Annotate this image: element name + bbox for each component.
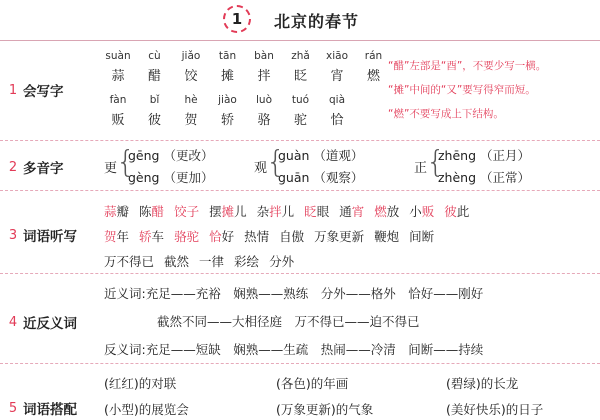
title-divider [0,40,600,41]
word-segment: 蒜 [104,204,117,219]
dictation-word [279,229,304,244]
pinyin-label: xiāo [326,50,348,62]
dictation-word [409,204,434,219]
hanzi-char: 恰 [330,113,344,128]
word-segment: 年 [116,229,130,244]
collocation-item: (小型)的展览会 [104,402,189,417]
word-segment: 摊 [221,204,235,219]
lesson-title: 北京的春节 [274,12,360,31]
word-segment: 陈 [139,204,152,219]
word-segment: 儿 [234,204,247,219]
writing-note: “摊”中间的“又”要写得窄而短。 [388,84,536,96]
dictation-word [339,204,364,219]
dictation-word [209,204,247,219]
word-segment: 热情 [244,229,270,244]
collocation-item: (碧绿)的长龙 [446,376,519,391]
section-number: 5 [8,400,18,416]
word-segment: 杂 [256,204,270,219]
writing-note: “燃”不要写成上下结构。 [388,108,504,120]
title-bar [0,0,600,42]
section-dictation [0,191,600,274]
polyphone-reading: zhèng （正常） [438,170,531,185]
word-segment: 小 [409,204,422,219]
word-segment: 彼 [444,204,457,219]
polyphone-char: 观 [254,161,268,176]
pinyin-label: bàn [254,50,274,62]
dictation-word [104,254,154,269]
word-segment: 车 [151,229,165,244]
section-title: 近反义词 [23,316,77,332]
pinyin-label: cù [148,50,161,62]
word-segment: 骆驼 [174,229,200,244]
dictation-word [139,204,164,219]
polyphone-char: 更 [104,161,118,176]
section-number: 2 [8,159,18,175]
polyphone-reading: guàn （道观） [278,148,364,163]
dictation-word [269,254,294,269]
pinyin-label: qià [328,94,346,106]
collocation-item: (各色)的年画 [276,376,349,391]
pinyin-label: luò [256,94,272,106]
dictation-line [104,202,479,220]
hanzi-char: 眨 [293,69,307,84]
word-segment: 好 [221,229,235,244]
section-title: 词语听写 [23,229,77,245]
hanzi-char: 蒜 [111,69,125,84]
word-segment: 摆 [209,204,222,219]
dictation-word [409,229,434,244]
section-label [0,157,96,177]
dictation-line [104,252,304,270]
hanzi-char: 宵 [330,69,344,84]
section-collocations [0,364,600,420]
section-title: 词语搭配 [23,402,77,418]
word-segment: 贺 [104,229,117,244]
pinyin-label: zhǎ [291,50,310,62]
dictation-word [444,204,469,219]
word-segment: 眼 [316,204,330,219]
word-segment: 放 [386,204,400,219]
dictation-word [209,229,234,244]
pinyin-label: fàn [109,94,127,106]
word-segment: 瓣 [116,204,130,219]
hanzi-char: 拌 [257,69,271,84]
word-segment: 间断 [409,229,435,244]
word-segment: 眨 [304,204,317,219]
pinyin-label: tuó [291,94,310,106]
pinyin-label: jiǎo [181,50,201,62]
section-label [0,312,96,332]
word-segment: 万象更新 [314,229,365,244]
section-writing [0,42,600,141]
hanzi-char: 醋 [147,69,161,84]
word-segment: 截然 [164,254,190,269]
antonym-line: 反义词:充足——短缺 娴熟——生疏 热闹——冷清 间断——持续 [104,342,484,357]
word-segment: 万不得已 [104,254,155,269]
collocation-item: (美好快乐)的日子 [446,402,544,417]
section-label [0,225,96,245]
section-number: 3 [8,227,18,243]
dictation-word [374,229,399,244]
lesson-number-badge: 1 [223,5,251,33]
dictation-word [139,229,164,244]
polyphone-reading: gèng （更加） [128,170,214,185]
dictation-word [304,204,329,219]
pinyin-label: rán [364,50,383,62]
word-segment: 轿 [139,229,152,244]
dictation-word [374,204,399,219]
word-segment: 儿 [281,204,295,219]
dictation-line [104,227,444,245]
word-segment: 分外 [269,254,295,269]
dictation-word [199,254,224,269]
pinyin-label: bǐ [149,94,160,106]
brace-icon: { [116,145,136,180]
dictation-word [314,229,364,244]
section-label [0,80,96,100]
dictation-word [164,254,189,269]
hanzi-char: 摊 [220,69,234,84]
word-segment: 宵 [351,204,365,219]
brace-icon: { [266,145,286,180]
section-title: 多音字 [23,161,64,177]
collocation-item: (万象更新)的气象 [276,402,374,417]
dictation-word [234,254,259,269]
section-synonyms [0,274,600,364]
word-segment: 自傲 [279,229,305,244]
word-segment: 醋 [151,204,165,219]
pinyin-label: tān [218,50,237,62]
pinyin-label: suàn [105,50,131,62]
hanzi-char: 彼 [147,113,161,128]
hanzi-char: 饺 [184,69,198,84]
polyphone-char: 正 [414,161,428,176]
dictation-word [174,229,199,244]
word-segment: 燃 [374,204,387,219]
hanzi-char: 贩 [111,113,125,128]
dictation-word [174,204,199,219]
word-segment: 贩 [421,204,435,219]
brace-icon: { [426,145,446,180]
word-segment: 通 [339,204,352,219]
section-number: 1 [8,82,18,98]
pinyin-label: hè [184,94,198,106]
section-title: 会写字 [23,84,64,100]
hanzi-char: 轿 [220,113,234,128]
hanzi-char: 驼 [293,113,307,128]
word-segment: 此 [456,204,470,219]
section-number: 4 [8,314,18,330]
word-segment: 拌 [269,204,282,219]
hanzi-char: 贺 [184,113,198,128]
word-segment: 恰 [209,229,222,244]
polyphone-reading: zhēng （正月） [438,148,531,163]
word-segment: 鞭炮 [374,229,400,244]
hanzi-char: 燃 [366,69,380,84]
word-segment: 彩绘 [234,254,260,269]
collocation-item: (红红)的对联 [104,376,177,391]
word-segment: 饺子 [174,204,200,219]
dictation-word [257,204,295,219]
synonym-line: 近义词:充足——充裕 娴熟——熟练 分外——格外 恰好——刚好 [104,286,484,301]
dictation-word [104,204,129,219]
section-polyphones [0,141,600,191]
polyphone-reading: guān （观察） [278,170,364,185]
hanzi-char: 骆 [257,113,271,128]
polyphone-reading: gēng （更改） [128,148,214,163]
writing-note: “醋”左部是“酉”，不要少写一横。 [388,60,547,72]
synonym-line: 截然不同——大相径庭 万不得已——迫不得已 [157,314,420,329]
dictation-word [244,229,269,244]
dictation-word [104,229,129,244]
pinyin-label: jiào [218,94,237,106]
word-segment: 一律 [199,254,225,269]
section-label [0,398,96,418]
